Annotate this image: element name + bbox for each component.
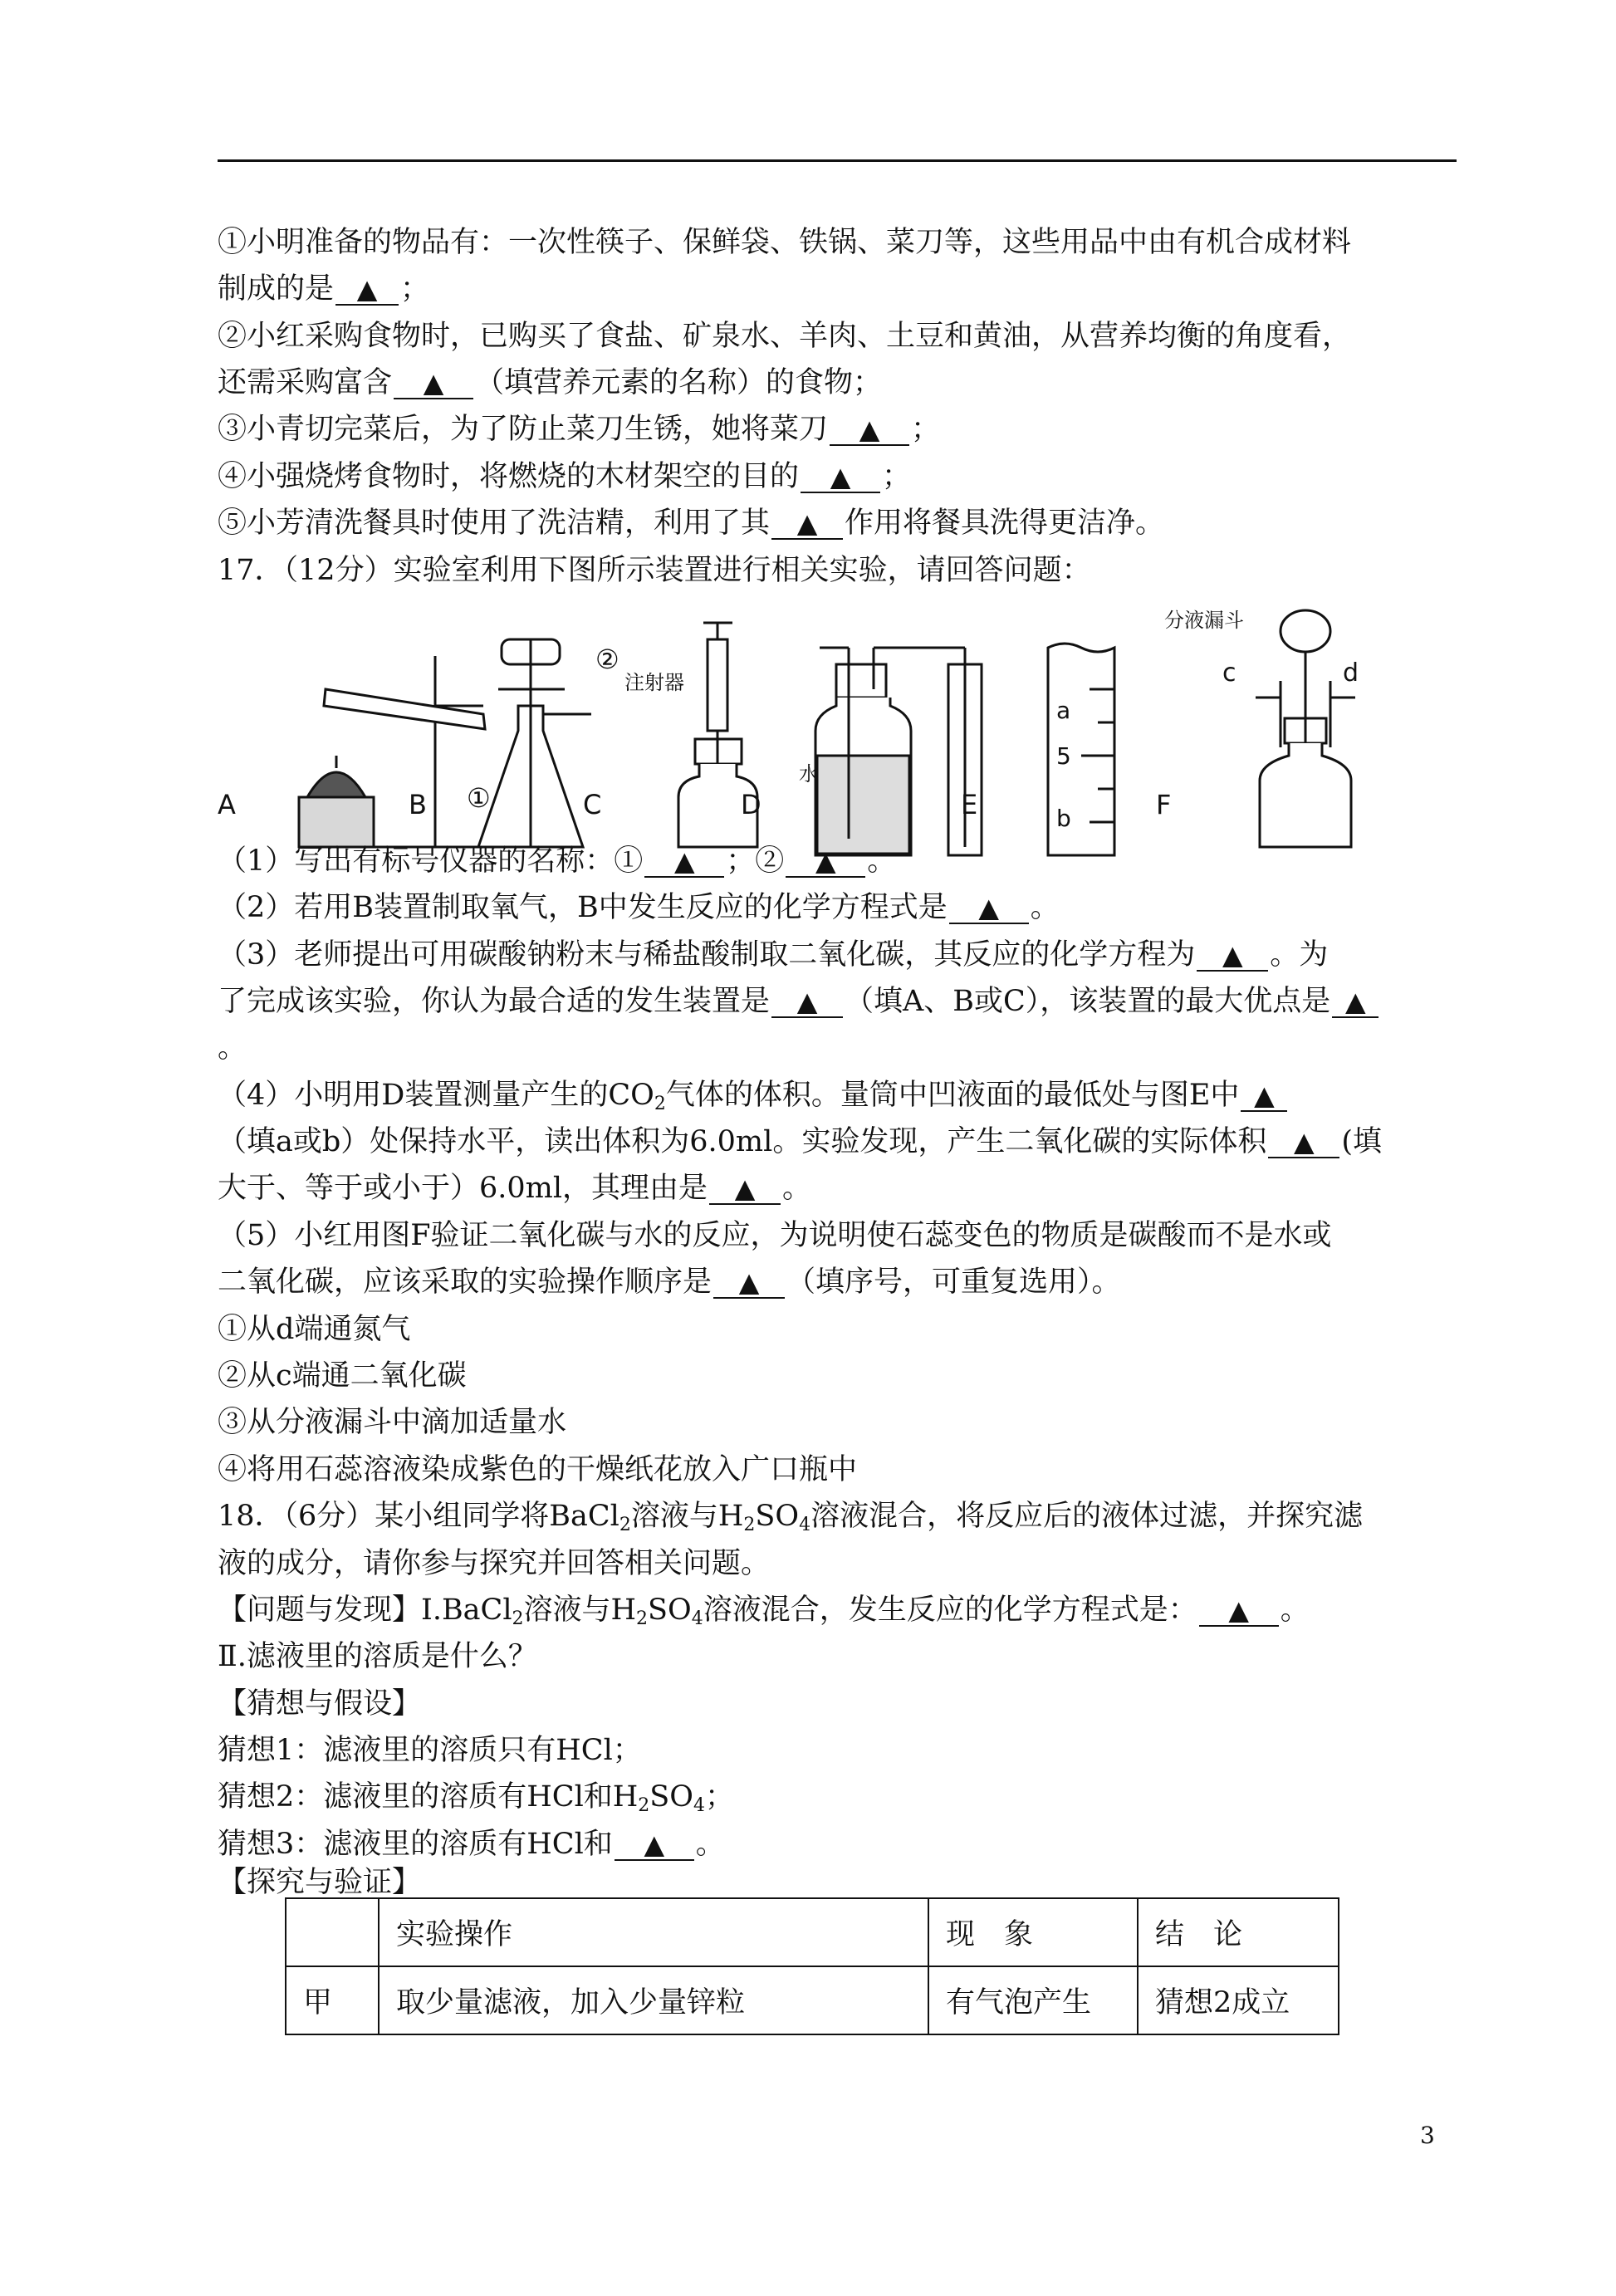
answer-blank[interactable]: ▲ [771,987,843,1018]
table-header: 结 论 [1138,1898,1339,1966]
label-a-mark: a [1056,697,1071,724]
table-cell: 甲 [286,1966,379,2034]
answer-blank[interactable]: ▲ [335,275,399,306]
q17-part-3a: （3）老师提出可用碳酸钠粉末与稀盐酸制取二氧化碳，其反应的化学方程为 ▲ 。为 [218,938,1329,972]
q18-line-7: 猜想2：滤液里的溶质有HCl和$H_2SO_4$； [218,1780,734,1816]
q17-part-2: （2）若用B装置制取氧气，B中发生反应的化学方程式是 ▲ 。 [218,891,1060,924]
page-number: 3 [1420,2122,1435,2149]
label-c-port: c [1222,658,1236,688]
q17-intro: 17．（12分）实验室利用下图所示装置进行相关实验，请回答问题： [218,554,1091,587]
q17-option-3: ③从分液漏斗中滴加适量水 [218,1406,567,1439]
label-d-port: d [1343,658,1359,688]
table-header-row [286,1898,1339,1966]
label-b: B [409,789,427,820]
label-num-1: ① [467,782,491,814]
answer-blank[interactable]: ▲ [394,369,473,399]
label-syringe: 注射器 [624,671,684,694]
answer-blank[interactable]: ▲ [1241,1081,1287,1112]
q17-part-4b: （填a或b）处保持水平，读出体积为6.0ml。实验发现，产生二氧化碳的实际体积 ▲ (填 [218,1125,1382,1158]
q17-part-3b: 了完成该实验，你认为最合适的发生装置是 ▲ （填A、B或C），该装置的最大优点是 ▲ [218,987,1380,1018]
apparatus-d [815,648,982,855]
q17-part-1: （1）写出有标号仪器的名称：① ▲ ；② ▲ 。 [218,844,897,878]
label-num-2: ② [595,644,619,675]
q18-line-2: 液的成分，请你参与探究并回答相关问题。 [218,1547,771,1580]
label-d: D [741,789,761,820]
answer-blank[interactable]: ▲ [801,463,880,493]
q17-option-4: ④将用石蕊溶液染成紫色的干燥纸花放入广口瓶中 [218,1453,858,1486]
q18-line-3: 【问题与发现】Ⅰ.BaCl$_2$溶液与$H_2SO_4$溶液混合，发生反应的化学方程式是： ▲ 。 [218,1593,1310,1629]
answer-blank[interactable]: ▲ [1332,987,1378,1018]
answer-blank[interactable]: ▲ [1197,941,1268,972]
answer-blank[interactable]: ▲ [644,847,724,878]
table-cell: 取少量滤液，加入少量锌粒 [379,1966,928,2034]
answer-blank[interactable]: ▲ [709,1174,781,1205]
answer-blank[interactable]: ▲ [615,1830,694,1861]
q18-line-4: Ⅱ.滤液里的溶质是什么？ [218,1640,537,1673]
q16-line-4: 还需采购富含 ▲ （填营养元素的名称）的食物； [218,366,883,399]
label-funnel: 分液漏斗 [1164,609,1244,632]
label-c: C [583,789,602,820]
q18-line-5: 【猜想与假设】 [218,1687,422,1721]
answer-blank[interactable]: ▲ [1268,1128,1339,1158]
label-5-mark: 5 [1056,742,1071,770]
answer-blank[interactable]: ▲ [949,893,1029,924]
table-header: 现 象 [928,1898,1138,1966]
answer-blank[interactable]: ▲ [713,1268,785,1299]
q17-part-5b: 二氧化碳，应该采取的实验操作顺序是 ▲ （填序号，可重复选用）。 [218,1265,1121,1299]
q16-line-5: ③小青切完菜后，为了防止菜刀生锈，她将菜刀 ▲ ； [218,413,941,446]
q17-part-4a: （4）小明用D装置测量产生的$CO_2$气体的体积。量筒中凹液面的最低处与图E中 ▲ [218,1081,1289,1114]
q17-part-5a: （5）小红用图F验证二氧化碳与水的反应，为说明使石蕊变色的物质是碳酸而不是水或 [218,1219,1332,1252]
table-row [286,1966,1339,2034]
q18-line-1: 18．（6分）某小组同学将BaCl$_2$溶液与$H_2SO_4$溶液混合，将反应后的液体过滤，并探究滤 [218,1500,1364,1535]
q17-option-2: ②从c端通二氧化碳 [218,1359,467,1393]
q18-line-6: 猜想1：滤液里的溶质只有HCl； [218,1734,642,1767]
answer-blank[interactable]: ▲ [1199,1596,1279,1627]
header-rule [218,159,1457,162]
label-water: 水 [799,762,819,786]
q17-part-4c: 大于、等于或小于）6.0ml，其理由是 ▲ 。 [218,1172,812,1205]
answer-blank[interactable]: ▲ [830,415,909,446]
q18-line-8: 猜想3：滤液里的溶质有HCl和 ▲ 。 [218,1828,725,1861]
apparatus-figure [218,590,1463,864]
q16-line-1: ①小明准备的物品有：一次性筷子、保鲜袋、铁锅、菜刀等，这些用品中由有机合成材料 [218,226,1352,259]
apparatus-b [478,639,591,847]
label-e: E [961,789,978,820]
q18-line-9: 【探究与验证】 [218,1866,422,1899]
label-a: A [218,789,236,820]
table-header: 实验操作 [379,1898,928,1966]
label-b-mark: b [1056,805,1071,832]
q17-option-1: ①从d端通氮气 [218,1313,411,1346]
q17-part-3c: 。 [218,1031,247,1065]
apparatus-a [299,656,485,847]
q16-line-3: ②小红采购食物时，已购买了食盐、矿泉水、羊肉、土豆和黄油，从营养均衡的角度看， [218,320,1352,353]
q16-line-2: 制成的是 ▲ ； [218,272,430,306]
q16-line-6: ④小强烧烤食物时，将燃烧的木材架空的目的 ▲ ； [218,460,912,493]
answer-blank[interactable]: ▲ [786,847,865,878]
q16-line-7: ⑤小芳清洗餐具时使用了洗洁精，利用了其 ▲ 作用将餐具洗得更洁净。 [218,507,1165,540]
table-cell: 有气泡产生 [928,1966,1138,2034]
apparatus-f [1256,610,1355,847]
answer-blank[interactable]: ▲ [771,509,843,540]
table-cell: 猜想2成立 [1138,1966,1339,2034]
experiment-table [285,1897,1339,2035]
table-header [286,1898,379,1966]
label-f: F [1156,789,1172,820]
